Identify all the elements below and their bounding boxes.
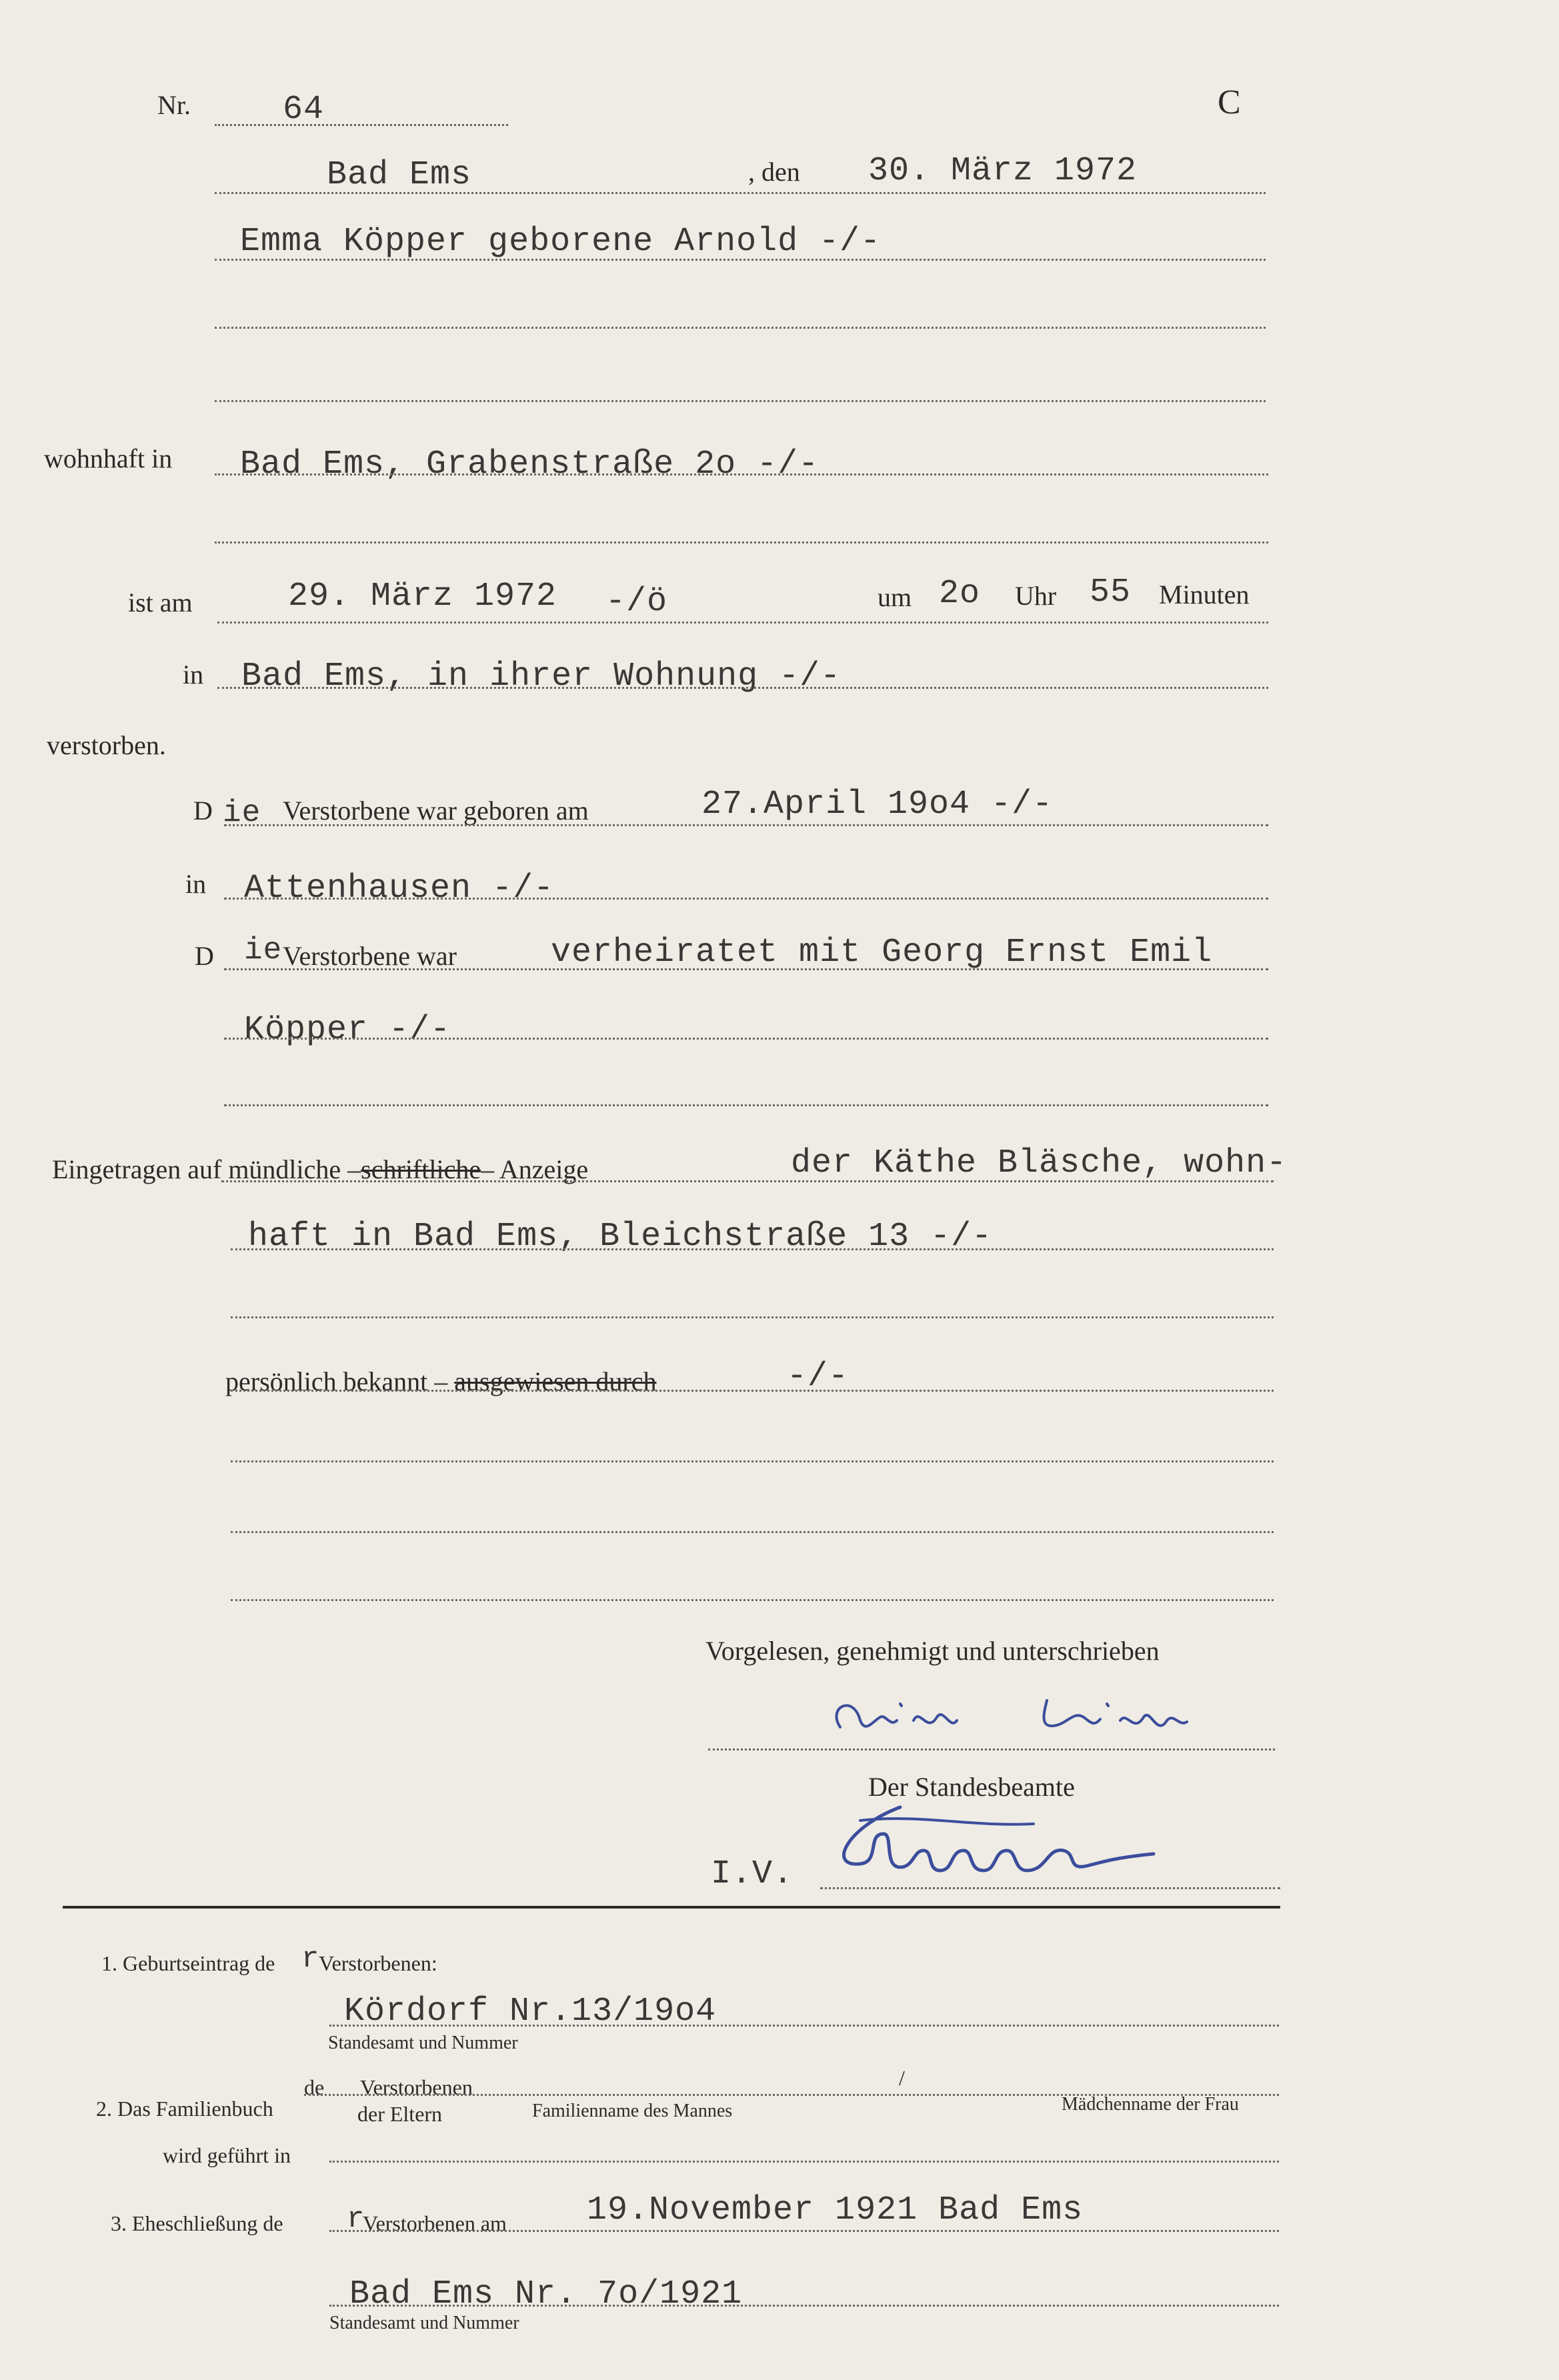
footer-item2-caption-wife: Mädchenname der Frau [1062, 2094, 1239, 2115]
death-date-line [217, 622, 1268, 624]
death-date: 29. März 1972 [288, 577, 557, 616]
footer-item2-de: de [304, 2075, 325, 2099]
footer-item2-label: 2. Das Familienbuch [96, 2097, 273, 2121]
name-line-1 [215, 259, 1266, 261]
entry-line-1 [221, 1180, 1274, 1182]
footer-item2-wird-label: wird geführt in [163, 2143, 291, 2167]
deceased-name: Emma Köpper geborene Arnold -/- [240, 223, 882, 261]
nr-line [215, 124, 508, 126]
footer-item2-slash: / [899, 2066, 905, 2090]
um-label: um [878, 582, 912, 612]
name-line-3 [215, 400, 1266, 402]
residence-label: wohnhaft in [44, 443, 173, 473]
birth-label: Verstorbene war geboren am [283, 796, 589, 826]
footer-item3-label-2: Verstorbenen am [363, 2211, 507, 2235]
birth-place-line [224, 898, 1268, 900]
declarant-signature-line [708, 1748, 1275, 1750]
marriage-line-2 [224, 1038, 1268, 1040]
birth-date: 27.April 19o4 -/- [701, 786, 1054, 824]
entry-line-2 [231, 1248, 1274, 1250]
footer-item3-label: 3. Eheschließung de [111, 2211, 283, 2235]
birth-date-line [224, 824, 1268, 826]
identity-label-text: persönlich bekannt – [225, 1366, 448, 1396]
marriage-ie-label: ie [244, 933, 283, 968]
footer-item2-wird-line [329, 2161, 1279, 2163]
footer-item3-value: 19.November 1921 Bad Ems [587, 2191, 1084, 2229]
death-place-line [217, 687, 1268, 689]
residence-value: Bad Ems, Grabenstraße 2o -/- [240, 445, 820, 483]
footer-item1-value: Kördorf Nr.13/19o4 [344, 1993, 717, 2031]
footer-item3-line-2 [329, 2305, 1279, 2307]
footer-item3-caption: Standesamt und Nummer [329, 2313, 519, 2333]
entry-struck: schriftliche [361, 1154, 481, 1184]
birth-place: Attenhausen -/- [244, 870, 555, 908]
minuten-label: Minuten [1159, 579, 1250, 610]
entry-label-2: – Anzeige [481, 1154, 589, 1184]
entry-line-3 [231, 1316, 1274, 1318]
entry-label [52, 1156, 588, 1183]
marriage-d-label: D [195, 941, 214, 971]
footer-item2-option1: Verstorbenen [360, 2075, 473, 2099]
identity-line-3 [231, 1531, 1274, 1533]
marriage-value-1: verheiratet mit Georg Ernst Emil [551, 934, 1213, 972]
place-date-line [215, 192, 1266, 194]
residence-line-1 [215, 473, 1268, 475]
birth-place-label: in [185, 869, 207, 899]
nr-value: 64 [283, 91, 325, 129]
official-signature [820, 1787, 1220, 1894]
section-divider [63, 1906, 1280, 1909]
footer-item3-value-2: Bad Ems Nr. 7o/1921 [349, 2275, 743, 2313]
footer-item1-letter: r [301, 1943, 320, 1976]
footer-item3-line [329, 2230, 1279, 2232]
birth-d-label: D [193, 796, 213, 826]
entry-value-2: haft in Bad Ems, Bleichstraße 13 -/- [248, 1218, 993, 1256]
identity-value: -/- [787, 1358, 850, 1396]
approval-text: Vorgelesen, genehmigt und unterschrieben [705, 1636, 1160, 1666]
nr-label: Nr. [157, 90, 191, 120]
footer-item2-option2: der Eltern [357, 2102, 443, 2126]
death-place: Bad Ems, in ihrer Wohnung -/- [241, 658, 842, 696]
footer-item1-line [329, 2025, 1279, 2027]
declarant-signature [814, 1680, 1254, 1754]
death-hour: 2o [939, 575, 981, 613]
identity-struck: ausgewiesen durch [454, 1366, 657, 1396]
register-letter: C [1218, 83, 1241, 121]
death-date-suffix: -/ö [605, 583, 668, 621]
marriage-line-3 [224, 1104, 1268, 1106]
footer-item2-caption-husband: Familienname des Mannes [532, 2101, 733, 2121]
record-date: 30. März 1972 [868, 152, 1138, 190]
identity-line-2 [231, 1460, 1274, 1462]
footer-item1-label-2: Verstorbenen: [319, 1951, 437, 1975]
entry-value-1: der Käthe Bläsche, wohn- [791, 1144, 1288, 1182]
den-label: , den [748, 157, 800, 187]
official-iv: I.V. [711, 1855, 794, 1893]
death-place-label: in [183, 660, 204, 690]
footer-item1-caption: Standesamt und Nummer [328, 2033, 518, 2053]
death-date-label: ist am [128, 587, 193, 618]
residence-line-2 [215, 541, 1268, 543]
verstorben-label: verstorben. [47, 730, 166, 760]
uhr-label: Uhr [1015, 581, 1057, 611]
name-line-2 [215, 327, 1266, 329]
footer-item1-label: 1. Geburtseintrag de [101, 1951, 275, 1975]
identity-line-4 [231, 1599, 1274, 1601]
official-signature-line [820, 1887, 1280, 1889]
place-value: Bad Ems [327, 156, 472, 194]
official-title: Der Standesbeamte [868, 1772, 1075, 1802]
identity-line-1 [231, 1390, 1274, 1392]
marriage-value-2: Köpper -/- [244, 1011, 451, 1049]
marriage-line-1 [224, 968, 1268, 970]
death-minutes: 55 [1090, 573, 1132, 612]
entry-label-text: Eingetragen auf mündliche – [52, 1154, 361, 1184]
marriage-label: Verstorbene war [283, 941, 457, 971]
footer-item3-letter: r [347, 2203, 365, 2236]
birth-ie-label: ie [223, 796, 261, 830]
